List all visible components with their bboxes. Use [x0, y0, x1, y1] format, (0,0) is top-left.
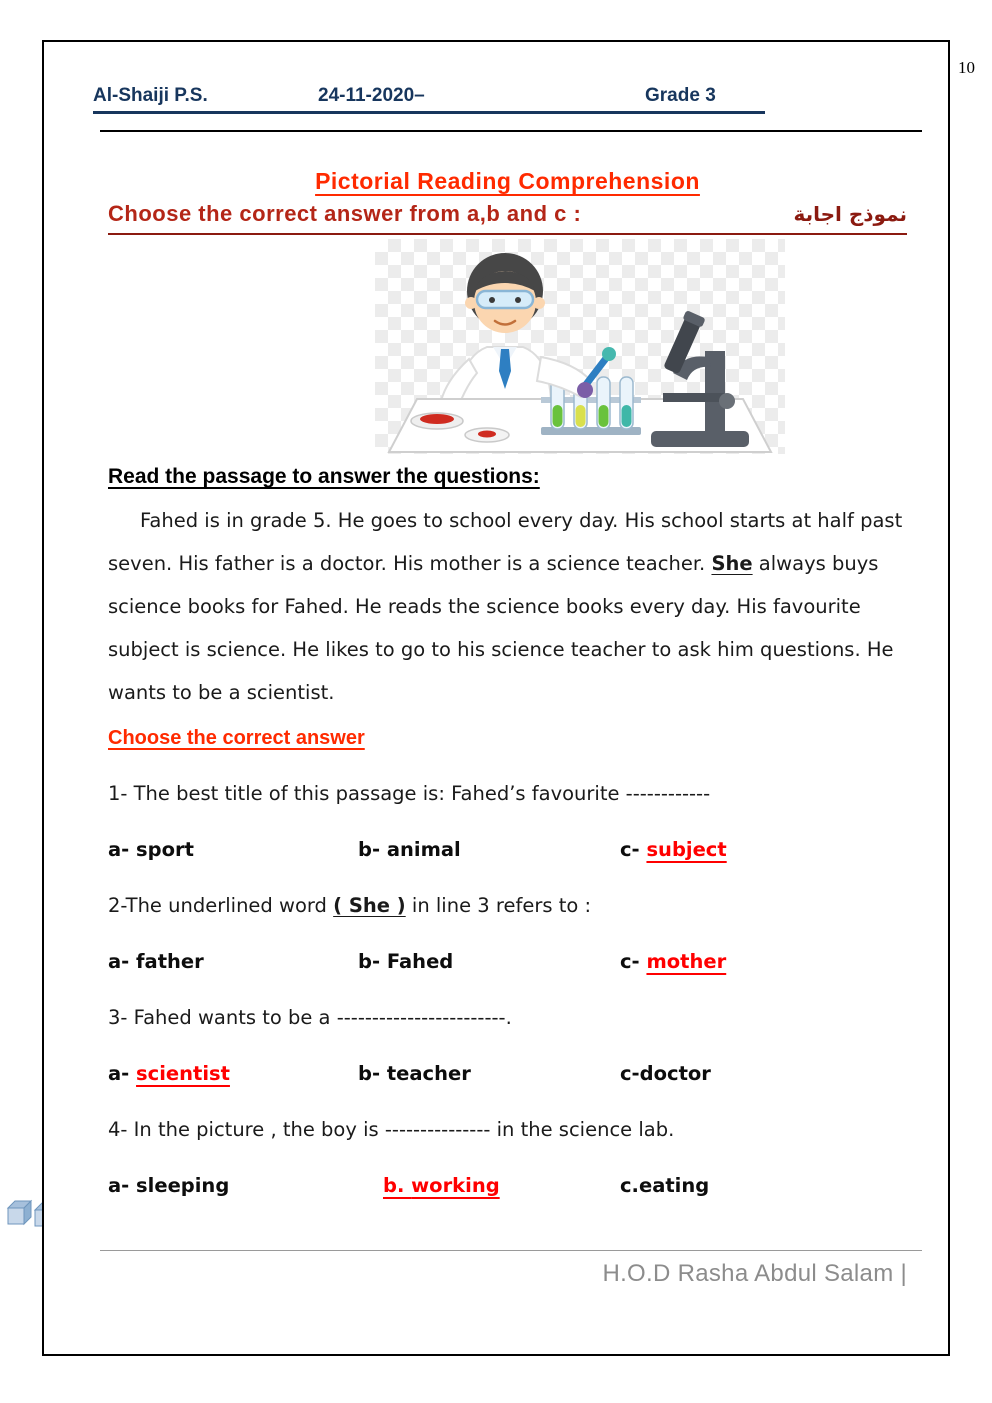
option-text: animal [386, 838, 461, 861]
question-4-prompt [108, 1117, 907, 1143]
quiz-heading: Choose the correct answer [108, 727, 365, 749]
correct-answer: scientist [136, 1062, 230, 1085]
scientist-lab-clipart [375, 239, 785, 454]
question-text-after: in line 3 refers to : [405, 894, 592, 917]
passage-she-emphasis: She [711, 552, 753, 575]
question-text: 2-The underlined word [108, 894, 334, 917]
option-prefix: c. [620, 1174, 639, 1197]
passage-text [108, 499, 907, 714]
question-1-prompt [108, 781, 907, 807]
option-text: teacher [386, 1062, 471, 1085]
document-date: 24-11-2020– [318, 85, 425, 106]
option-prefix: b- [358, 838, 387, 861]
option-prefix: a- [108, 1062, 137, 1085]
option-b [358, 1173, 620, 1199]
option-c [620, 1061, 907, 1087]
option-a [108, 1061, 358, 1087]
page-border [42, 40, 950, 1356]
option-text: sport [136, 838, 194, 861]
question-2-prompt [108, 893, 907, 919]
header-rule [100, 130, 922, 132]
option-prefix: b. [383, 1174, 412, 1197]
footer-signature: H.O.D Rasha Abdul Salam | [602, 1260, 907, 1287]
question-4-options [108, 1173, 907, 1199]
option-prefix: a- [108, 838, 137, 861]
option-a [108, 949, 358, 975]
option-text: sleeping [136, 1174, 230, 1197]
grade-label: Grade 3 [645, 85, 716, 106]
option-text: eating [638, 1174, 710, 1197]
option-prefix: c- [620, 838, 647, 861]
instruction-english: Choose the correct answer from a,b and c : [108, 201, 582, 226]
scientist-lab-illustration [375, 239, 785, 454]
question-2-options [108, 949, 907, 975]
option-text: doctor [639, 1062, 711, 1085]
option-c [620, 1173, 907, 1199]
page-number-top-right: 10 [958, 58, 975, 77]
option-prefix: c- [620, 1062, 640, 1085]
instruction-row [108, 200, 907, 235]
question-emphasis: ( She ) [333, 894, 406, 917]
option-prefix: a- [108, 1174, 137, 1197]
correct-answer: working [411, 1174, 500, 1197]
correct-answer: mother [646, 950, 727, 973]
passage-heading: Read the passage to answer the questions: [108, 465, 540, 488]
question-text: 4- In the picture , the boy is --------------- in the science lab. [108, 1118, 675, 1141]
option-c [620, 837, 907, 863]
passage-after-she: always buys science books for Fahed. He reads the science books every day. His favourite subject is science. He likes to go to his science teacher to ask him questions. He wants to be a scientist. [108, 552, 894, 704]
question-3-options [108, 1061, 907, 1087]
question-text: 3- Fahed wants to be a ------------------------. [108, 1006, 512, 1029]
option-b [358, 1061, 620, 1087]
option-a [108, 837, 358, 863]
option-text: Fahed [386, 950, 454, 973]
correct-answer: subject [646, 838, 727, 861]
school-name: Al-Shaiji P.S. [93, 85, 208, 106]
page-title: Pictorial Reading Comprehension [315, 168, 700, 194]
question-1-options [108, 837, 907, 863]
document-header [93, 84, 765, 114]
option-text: father [136, 950, 204, 973]
footer-rule [100, 1250, 922, 1251]
option-prefix: a- [108, 950, 137, 973]
option-b [358, 949, 620, 975]
option-prefix: b- [358, 1062, 387, 1085]
option-c [620, 949, 907, 975]
option-b [358, 837, 620, 863]
question-3-prompt [108, 1005, 907, 1031]
option-prefix: b- [358, 950, 387, 973]
question-text: 1- The best title of this passage is: Fahed’s favourite ------------ [108, 782, 711, 805]
instruction-arabic: نموذج اجابة [793, 202, 907, 226]
passage-before-she: Fahed is in grade 5. He goes to school every day. His school starts at half past seven. His father is a doctor. His mother is a science teacher. [108, 509, 903, 575]
option-prefix: c- [620, 950, 647, 973]
option-a [108, 1173, 358, 1199]
